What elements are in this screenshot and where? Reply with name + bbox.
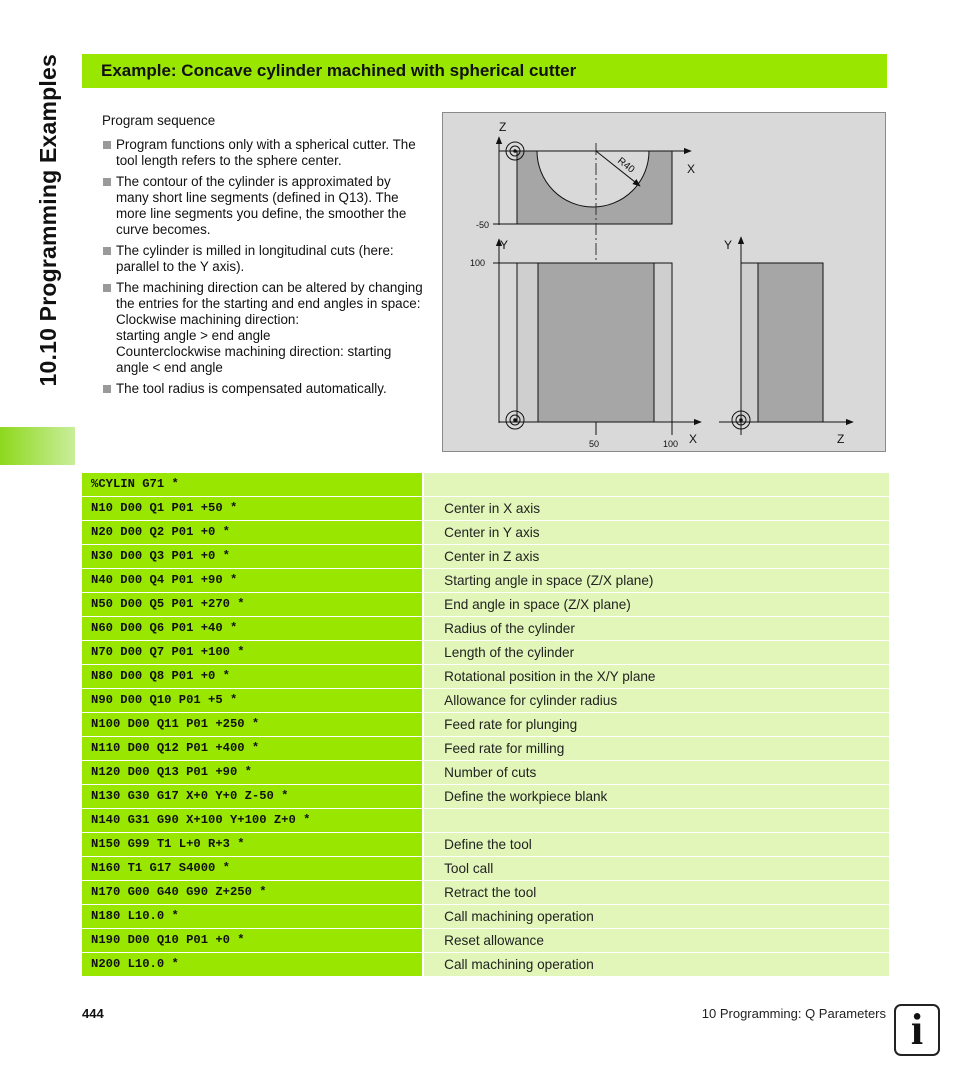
front-view-x-label: X <box>689 432 698 446</box>
program-description: Rotational position in the X/Y plane <box>424 665 889 688</box>
intro-bullet-4 <box>102 280 424 376</box>
intro-bullet-text: The machining direction can be altered by changing the entries for the starting and end angles in space: Clockwise machining direction: starting angle > end angle Counterclockwise machining direction: starting angle < end angle <box>116 280 423 375</box>
program-row <box>82 785 889 808</box>
front-view-y-label: Y <box>500 238 509 252</box>
program-code: N50 D00 Q5 P01 +270 * <box>82 593 422 616</box>
program-description: Define the tool <box>424 833 889 856</box>
chapter-footer: 10 Programming: Q Parameters <box>701 1006 886 1021</box>
program-row <box>82 857 889 880</box>
program-description: End angle in space (Z/X plane) <box>424 593 889 616</box>
program-code: N190 D00 Q10 P01 +0 * <box>82 929 422 952</box>
program-description: Reset allowance <box>424 929 889 952</box>
program-code: N170 G00 G40 G90 Z+250 * <box>82 881 422 904</box>
program-row <box>82 833 889 856</box>
top-view-workpiece <box>517 151 672 224</box>
front-view-tick-x-mid-label: 50 <box>589 439 600 449</box>
program-listing <box>82 473 889 977</box>
program-row <box>82 881 889 904</box>
intro-text <box>102 113 424 402</box>
intro-bullet-1 <box>102 137 424 169</box>
program-row <box>82 593 889 616</box>
program-code: N110 D00 Q12 P01 +400 * <box>82 737 422 760</box>
radius-label: R40 <box>615 155 637 176</box>
program-description: Allowance for cylinder radius <box>424 689 889 712</box>
intro-lead: Program sequence <box>102 113 216 128</box>
program-description <box>424 473 889 496</box>
program-row <box>82 497 889 520</box>
top-view-tick-z-label: -50 <box>476 220 490 230</box>
program-row <box>82 473 889 496</box>
program-row <box>82 713 889 736</box>
intro-bullet-5 <box>102 381 424 397</box>
info-icon <box>894 1004 940 1056</box>
chapter-side-title <box>28 54 68 434</box>
front-view-left-wall <box>517 263 538 422</box>
program-code: N150 G99 T1 L+0 R+3 * <box>82 833 422 856</box>
program-code: N200 L10.0 * <box>82 953 422 976</box>
program-code: N60 D00 Q6 P01 +40 * <box>82 617 422 640</box>
cylinder-diagram-svg <box>443 113 887 453</box>
program-row <box>82 641 889 664</box>
program-description: Feed rate for milling <box>424 737 889 760</box>
program-row <box>82 905 889 928</box>
program-description: Number of cuts <box>424 761 889 784</box>
program-row <box>82 689 889 712</box>
front-view-tick-y-label: 100 <box>470 258 486 268</box>
side-view-y-label: Y <box>724 238 733 252</box>
program-code: N160 T1 G17 S4000 * <box>82 857 422 880</box>
program-description: Center in Z axis <box>424 545 889 568</box>
top-view-z-label: Z <box>499 120 507 134</box>
intro-bullet-list <box>102 137 424 397</box>
program-code: N100 D00 Q11 P01 +250 * <box>82 713 422 736</box>
front-view-tick-x-end-label: 100 <box>663 439 679 449</box>
intro-bullet-text: The contour of the cylinder is approximated by many short line segments (defined in Q13). The more line segments you define, the smoother the curve becomes. <box>116 174 407 237</box>
program-row <box>82 617 889 640</box>
program-code: N140 G31 G90 X+100 Y+100 Z+0 * <box>82 809 422 832</box>
program-row <box>82 545 889 568</box>
program-code: N130 G30 G17 X+0 Y+0 Z-50 * <box>82 785 422 808</box>
side-view-groove <box>758 263 823 422</box>
front-view-right-wall <box>654 263 672 422</box>
info-icon-glyph: i <box>910 1005 924 1054</box>
intro-bullet-3 <box>102 243 424 275</box>
intro-bullet-2 <box>102 174 424 238</box>
side-view-z-label: Z <box>837 432 845 446</box>
program-code: N120 D00 Q13 P01 +90 * <box>82 761 422 784</box>
program-code: N10 D00 Q1 P01 +50 * <box>82 497 422 520</box>
top-view-x-label: X <box>687 162 696 176</box>
section-heading-bar <box>82 54 887 88</box>
program-description: Call machining operation <box>424 953 889 976</box>
chapter-side-title-text: 10.10 Programming Examples <box>34 54 61 387</box>
program-description: Tool call <box>424 857 889 880</box>
program-row <box>82 953 889 976</box>
program-row <box>82 761 889 784</box>
chapter-side-tab <box>0 427 75 465</box>
program-row <box>82 665 889 688</box>
page-number: 444 <box>82 1006 104 1021</box>
program-description: Length of the cylinder <box>424 641 889 664</box>
intro-bullet-text: Program functions only with a spherical cutter. The tool length refers to the sphere center. <box>116 137 416 168</box>
program-description: Call machining operation <box>424 905 889 928</box>
program-code: N90 D00 Q10 P01 +5 * <box>82 689 422 712</box>
program-row <box>82 521 889 544</box>
program-row <box>82 809 889 832</box>
program-row <box>82 737 889 760</box>
program-code: N70 D00 Q7 P01 +100 * <box>82 641 422 664</box>
cylinder-diagram <box>442 112 886 452</box>
program-description <box>424 809 889 832</box>
program-description: Retract the tool <box>424 881 889 904</box>
program-description: Center in Y axis <box>424 521 889 544</box>
program-code: N30 D00 Q3 P01 +0 * <box>82 545 422 568</box>
program-row <box>82 569 889 592</box>
program-description: Center in X axis <box>424 497 889 520</box>
program-row <box>82 929 889 952</box>
section-heading: Example: Concave cylinder machined with spherical cutter <box>101 61 577 80</box>
program-description: Radius of the cylinder <box>424 617 889 640</box>
front-view-groove <box>538 263 654 422</box>
program-code: N180 L10.0 * <box>82 905 422 928</box>
program-description: Define the workpiece blank <box>424 785 889 808</box>
intro-bullet-text: The tool radius is compensated automatically. <box>116 381 387 396</box>
program-code: %CYLIN G71 * <box>82 473 422 496</box>
program-description: Starting angle in space (Z/X plane) <box>424 569 889 592</box>
intro-bullet-text: The cylinder is milled in longitudinal cuts (here: parallel to the Y axis). <box>116 243 394 274</box>
program-description: Feed rate for plunging <box>424 713 889 736</box>
program-code: N40 D00 Q4 P01 +90 * <box>82 569 422 592</box>
side-view-front-face <box>741 263 758 422</box>
program-code: N80 D00 Q8 P01 +0 * <box>82 665 422 688</box>
program-code: N20 D00 Q2 P01 +0 * <box>82 521 422 544</box>
